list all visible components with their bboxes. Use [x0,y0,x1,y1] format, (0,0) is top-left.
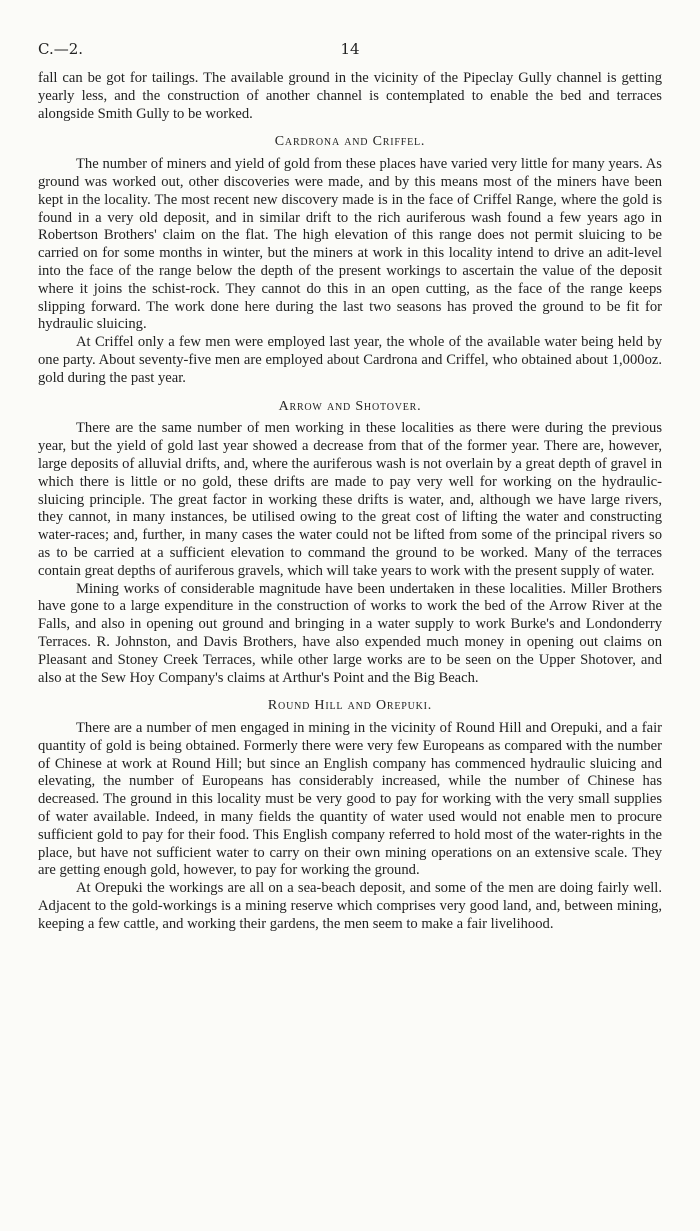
paragraph: Mining works of considerable magnitude have been undertaken in these localities. Miller Brothers have gone to a large expenditure in the construction of works to work the bed of the Arrow River at the Falls, and also in opening out ground and bringing in a water supply to work Burke's and Londonderry Terraces. R. Johnston, and Davis Brothers, have also expended much money in opening out claims on Pleasant and Stoney Creek Terraces, while other large works are to be seen on the Upper Shotover, and also at the Sew Hoy Company's claims at Arthur's Point and the Big Beach. [38,580,662,686]
section-heading-round-hill: Round Hill and Orepuki. [267,698,433,714]
paragraph: At Criffel only a few men were employed last year, the whole of the available water being held by one party. About seventy-five men are employed about Cardrona and Criffel, who obtained about 1,000oz. gold during the past year. [38,334,662,386]
continuation-paragraph: fall can be got for tailings. The available ground in the vicinity of the Pipeclay Gully channel is getting yearly less, and the construction of another channel is contemplated to enable the bed and terraces alongside Smith Gully to be worked. [38,70,662,122]
page-header [38,40,662,64]
paragraph: The number of miners and yield of gold from these places have varied very little for many years. As ground was worked out, other discoveries were made, and by this means most of the miners have been kept in the locality. The most recent new discovery made is in the face of Criffel Range, where the gold is found in a very old deposit, and in similar drift to the rich auriferous wash found a few years ago in Robertson Brothers' claim on the flat. The high elevation of this range does not permit sluicing to be carried on for some months in winter, but the miners at work in this locality intend to drive an adit-level into the face of the range below the depth of the present workings to ascertain the value of the deposit where it joins the schist-rock. They cannot do this in an open cutting, as the face of the range keeps slipping forward. The work done here during the last two seasons has proved the ground to be fit for hydraulic sluicing. [38,156,662,333]
paragraph: At Orepuki the workings are all on a sea-beach deposit, and some of the men are doing fairly well. Adjacent to the gold-workings is a mining reserve which comprises very good land, and, between mining, keeping a few cattle, and working their gardens, the men seem to make a fair livelihood. [38,880,662,932]
paragraph: There are the same number of men working in these localities as there were during the previous year, but the yield of gold last year showed a decrease from that of the former year. There are, however, large deposits of alluvial drifts, and, where the auriferous wash is not overlain by a great depth of gravel in which there is little or no gold, these drifts are made to pay very well for working on the hydraulic-sluicing principle. The great factor in working these drifts is water, and, although we have large rivers, they cannot, in many instances, be utilised owing to the great cost of lifting the water and constructing water-races; and, further, in many cases the water could not be lifted from some of the principal rivers so as to be carried at a sufficient elevation to command the ground to be worked. Many of the terraces contain great depths of auriferous gravels, which will take years to work with the present supply of water. [38,420,662,579]
body-text [38,70,662,934]
paragraph: There are a number of men engaged in mining in the vicinity of Round Hill and Orepuki, and a fair quantity of gold is being obtained. Formerly there were very few Europeans as compared with the number of Chinese at work at Round Hill; but since an English company has commenced hydraulic sluicing and elevating, the number of Europeans has considerably increased, while the number of Chinese has decreased. The ground in this locality must be very good to pay for working with the very small supplies of water available. Indeed, in many fields the quantity of water used would not enable men to procure sufficient gold to pay for their food. This English company referred to hold most of the water-rights in the place, but have not sufficient water to carry on their own mining operations on an extensive scale. They are getting enough gold, however, to pay for working the ground. [38,720,662,879]
document-reference: C.—2. [38,40,84,58]
page-number: 14 [340,40,360,58]
section-heading-cardrona: Cardrona and Criffel. [274,134,426,150]
section-heading-arrow: Arrow and Shotover. [278,398,422,414]
